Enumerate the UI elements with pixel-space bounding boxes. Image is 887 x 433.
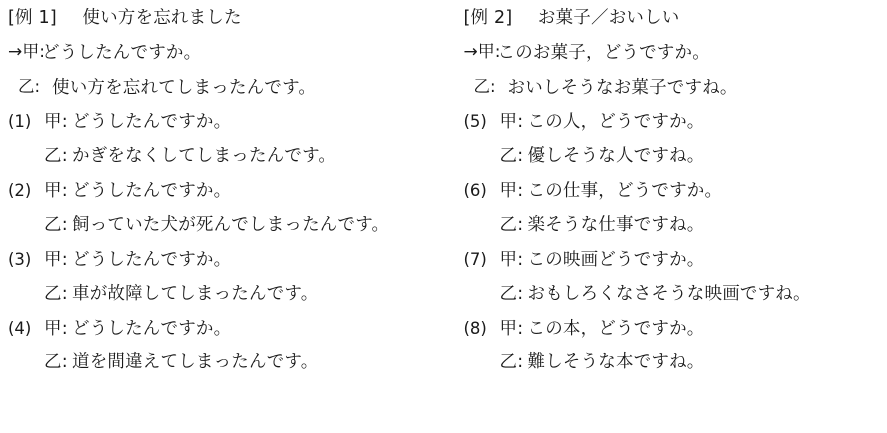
- column-left: [8, 10, 464, 425]
- example-label-left: [例 1]: [8, 8, 57, 28]
- speaker-marker: 乙:: [18, 76, 41, 96]
- speaker-label: 乙:: [499, 283, 524, 304]
- example-heading-left: [8, 10, 464, 28]
- example-answer-text: このお菓子，どうですか。: [497, 42, 710, 63]
- exercise-item: [464, 112, 876, 168]
- item-number: (3): [8, 249, 32, 269]
- line-text: おもしろくなさそうな映画ですね。: [527, 283, 811, 304]
- exercise-item: [8, 319, 464, 375]
- speaker-marker: 乙:: [473, 76, 496, 96]
- speaker-label: 甲:: [499, 249, 524, 270]
- line-text: かぎをなくしてしまったんです。: [72, 146, 337, 167]
- speaker-label: 甲:: [44, 318, 68, 339]
- speaker-label: 乙:: [499, 352, 524, 373]
- item-number: (2): [8, 181, 32, 201]
- example-answer-right-1: [464, 42, 876, 64]
- speaker-label: 甲:: [499, 181, 524, 202]
- example-answer-left-2: [8, 77, 464, 99]
- speaker-label: 甲:: [44, 181, 68, 202]
- exercise-item: [464, 181, 876, 237]
- exercise-item: [8, 250, 464, 306]
- line-text: この映画どうですか。: [527, 249, 705, 270]
- line-text: 飼っていた犬が死んでしまったんです。: [72, 214, 390, 235]
- speaker-label: 乙:: [499, 214, 524, 235]
- item-number: (8): [463, 318, 487, 338]
- line-text: 難しそうな本ですね。: [527, 352, 705, 373]
- exercise-item: [8, 181, 464, 237]
- line-text: どうしたんですか。: [72, 249, 232, 270]
- example-answer-left-1: [8, 42, 464, 64]
- example-prompt-left: 使い方を忘れました: [82, 8, 242, 28]
- item-number: (5): [463, 112, 487, 132]
- speaker-label: 甲:: [499, 112, 524, 133]
- item-number: (4): [8, 318, 32, 338]
- speaker-label: 乙:: [44, 352, 68, 373]
- line-text: この仕事，どうですか。: [527, 181, 723, 202]
- arrow-marker-icon: →甲:: [463, 41, 501, 62]
- example-answer-text: 使い方を忘れてしまったんです。: [52, 77, 317, 98]
- line-text: どうしたんですか。: [72, 318, 232, 339]
- line-text: この本，どうですか。: [527, 318, 705, 339]
- speaker-label: 乙:: [44, 283, 68, 304]
- line-text: この人，どうですか。: [527, 112, 705, 133]
- item-number: (7): [463, 249, 487, 269]
- exercise-item: [464, 319, 876, 375]
- speaker-label: 乙:: [499, 146, 524, 167]
- column-right: [464, 10, 876, 425]
- line-text: どうしたんですか。: [72, 112, 232, 133]
- exercise-item: [8, 112, 464, 168]
- example-answer-text: どうしたんですか。: [42, 42, 202, 63]
- exercise-item: [464, 250, 876, 306]
- two-column-layout: [8, 10, 875, 425]
- example-heading-right: [464, 10, 876, 28]
- speaker-label: 甲:: [499, 318, 524, 339]
- example-label-right: [例 2]: [463, 8, 513, 28]
- line-text: どうしたんですか。: [72, 181, 232, 202]
- speaker-label: 甲:: [44, 249, 68, 270]
- speaker-label: 乙:: [44, 146, 68, 167]
- item-number: (1): [8, 112, 32, 132]
- line-text: 優しそうな人ですね。: [527, 146, 705, 167]
- item-number: (6): [463, 181, 487, 201]
- example-answer-right-2: [464, 77, 876, 99]
- line-text: 道を間違えてしまったんです。: [72, 352, 319, 373]
- example-answer-text: おいしそうなお菓子ですね。: [507, 77, 738, 98]
- arrow-marker-icon: →甲:: [8, 41, 45, 62]
- example-prompt-right: お菓子／おいしい: [537, 8, 680, 28]
- speaker-label: 乙:: [44, 214, 68, 235]
- speaker-label: 甲:: [44, 112, 68, 133]
- line-text: 楽そうな仕事ですね。: [527, 214, 705, 235]
- line-text: 車が故障してしまったんです。: [72, 283, 319, 304]
